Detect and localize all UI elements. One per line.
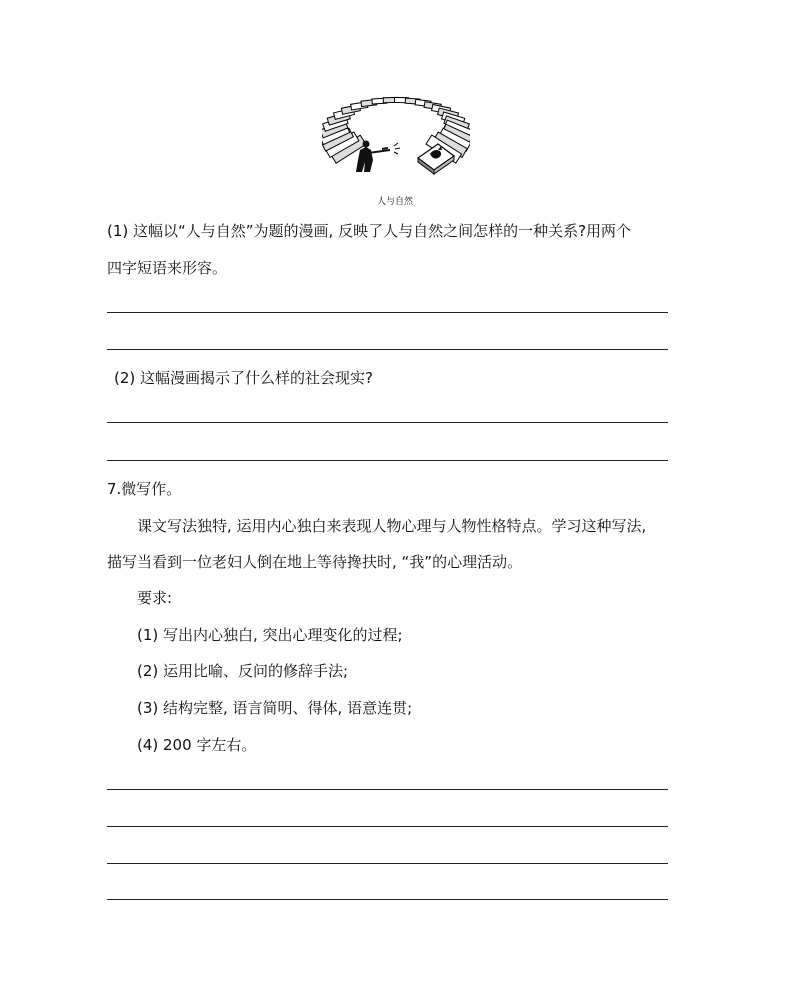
answer-line[interactable]: [107, 349, 668, 350]
answer-line[interactable]: [107, 789, 668, 790]
question-2-text: (2) 这幅漫画揭示了什么样的社会现实?: [114, 369, 373, 387]
section-7-prompt-line-1: 课文写法独特, 运用内心独白来表现人物心理与人物性格特点。学习这种写法,: [137, 517, 647, 535]
requirement-item: (4) 200 字左右。: [137, 736, 257, 754]
section-7-heading: 7.微写作。: [107, 480, 182, 498]
requirement-item: (2) 运用比喻、反问的修辞手法;: [137, 662, 349, 680]
answer-line[interactable]: [107, 460, 668, 461]
figure-caption: 人与自然: [377, 197, 414, 207]
answer-line[interactable]: [107, 422, 668, 423]
answer-line[interactable]: [107, 312, 668, 313]
answer-line[interactable]: [107, 826, 668, 827]
requirements-label: 要求:: [137, 589, 173, 607]
cartoon-illustration: [322, 88, 470, 196]
answer-line[interactable]: [107, 899, 668, 900]
requirement-item: (1) 写出内心独白, 突出心理变化的过程;: [137, 626, 403, 644]
answer-line[interactable]: [107, 863, 668, 864]
shot-marks: [394, 143, 400, 154]
question-1-line-2: 四字短语来形容。: [107, 259, 228, 277]
requirement-item: (3) 结构完整, 语言简明、得体, 语意连贯;: [137, 699, 413, 717]
section-7-prompt-line-2: 描写当看到一位老妇人倒在地上等待搀扶时, “我”的心理活动。: [107, 553, 523, 571]
question-1-line-1: (1) 这幅以“人与自然”为题的漫画, 反映了人与自然之间怎样的一种关系?用两个: [107, 222, 632, 240]
